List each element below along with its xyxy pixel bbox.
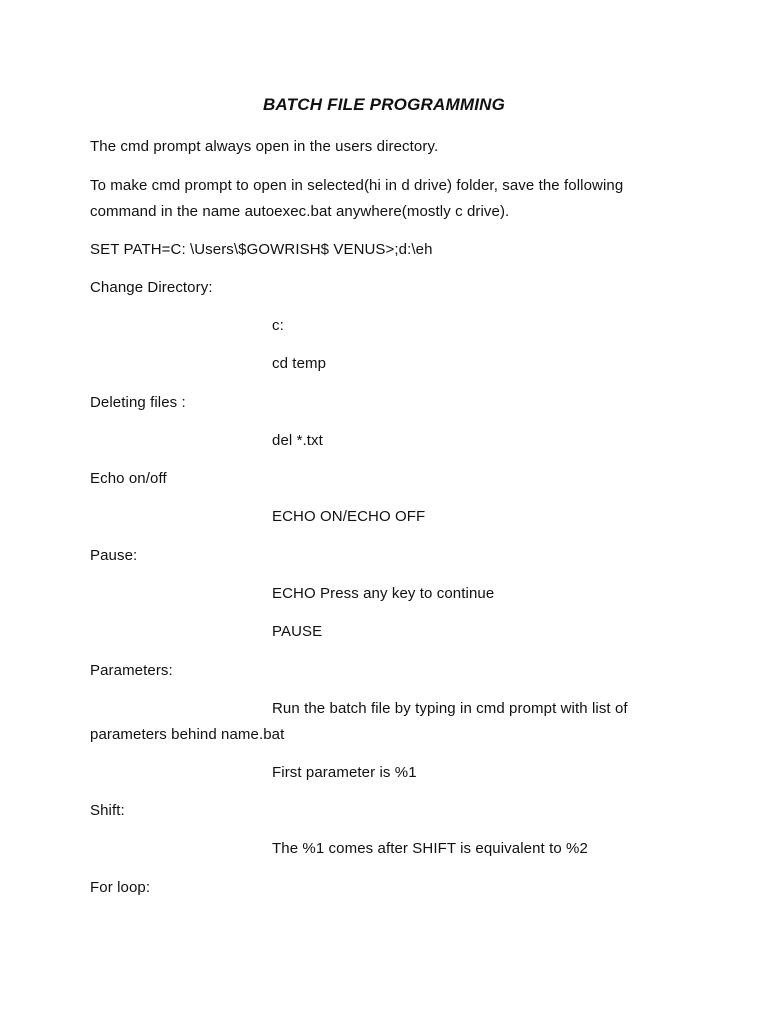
parameters-heading: Parameters: (90, 662, 173, 679)
change-directory-heading: Change Directory: (90, 279, 213, 296)
change-directory-command-1: c: (272, 317, 284, 334)
echo-heading: Echo on/off (90, 470, 167, 487)
document-title: BATCH FILE PROGRAMMING (262, 95, 506, 114)
autoexec-text-line2: command in the name autoexec.bat anywhere(mostly c drive). (90, 203, 510, 220)
set-path-command: SET PATH=C: \Users\$GOWRISH$ VENUS>;d:\eh (90, 241, 433, 258)
pause-command-2: PAUSE (272, 623, 323, 640)
echo-command: ECHO ON/ECHO OFF (272, 508, 426, 525)
change-directory-command-2: cd temp (272, 355, 327, 372)
parameters-description-line1: Run the batch file by typing in cmd prompt with list of (272, 700, 628, 717)
shift-heading: Shift: (90, 802, 125, 819)
autoexec-text-line1: To make cmd prompt to open in selected(hi in d drive) folder, save the following (90, 177, 624, 194)
pause-heading: Pause: (90, 547, 138, 564)
pause-command-1: ECHO Press any key to continue (272, 585, 495, 602)
shift-description: The %1 comes after SHIFT is equivalent to %2 (272, 840, 588, 857)
parameters-description-line2: parameters behind name.bat (90, 726, 285, 743)
for-loop-heading: For loop: (90, 879, 151, 896)
deleting-files-heading: Deleting files : (90, 394, 186, 411)
intro-text: The cmd prompt always open in the users directory. (90, 138, 439, 155)
deleting-files-command: del *.txt (272, 432, 323, 449)
parameters-example: First parameter is %1 (272, 764, 417, 781)
